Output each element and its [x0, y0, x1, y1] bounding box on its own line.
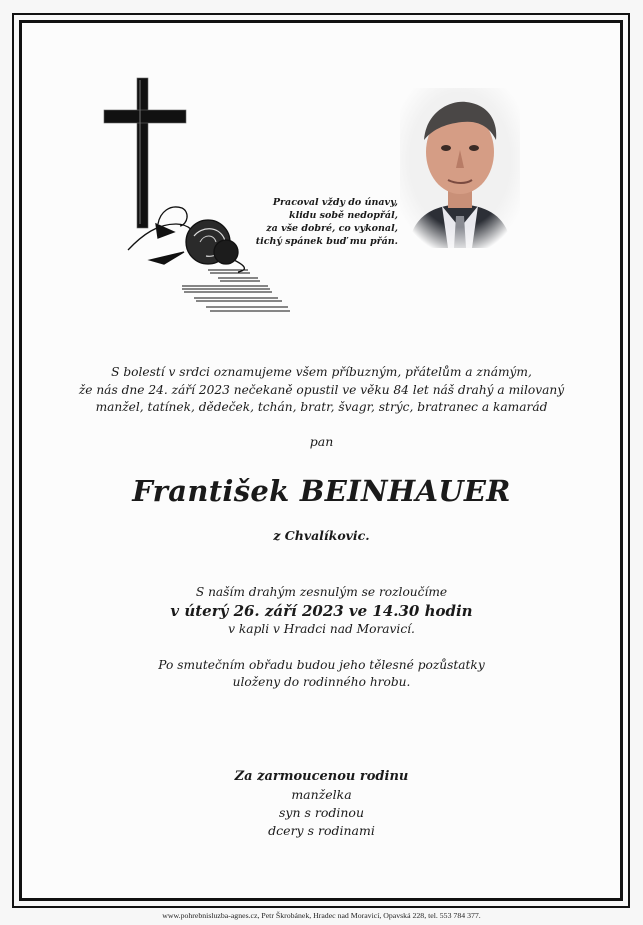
funeral-service-footer: www.pohrebnisluzba-agnes.cz, Petr Škrobánek, Hradec nad Moravicí, Opavská 228, tel. 553 784 377. — [162, 911, 481, 920]
family-member: manželka — [291, 787, 352, 802]
family-member: syn s rodinou — [278, 805, 365, 820]
deceased-name: František BEINHAUER — [132, 474, 511, 508]
death-announcement — [40, 364, 603, 417]
deceased-origin: z Chvalíkovic. — [273, 528, 370, 543]
verse-line: Pracoval vždy do únavy, — [272, 197, 398, 208]
family-lead: Za zarmoucenou rodinu — [234, 769, 409, 784]
mourning-family — [40, 768, 603, 840]
farewell-datetime: v úterý 26. září 2023 ve 14.30 hodin — [170, 602, 473, 620]
family-member: dcery s rodinami — [268, 823, 375, 838]
cross-icon — [104, 78, 186, 228]
memorial-verse — [250, 196, 398, 248]
announcement-line: S bolestí v srdci oznamujeme všem příbuzným, přátelům a známým, — [111, 365, 532, 379]
portrait-photo — [400, 88, 520, 248]
verse-line: tichý spánek buď mu přán. — [255, 236, 398, 247]
honorific: pan — [309, 434, 334, 449]
farewell-details — [40, 584, 603, 638]
verse-line: klidu sobě nedopřál, — [289, 210, 398, 221]
farewell-place: v kapli v Hradci nad Moravicí. — [228, 622, 415, 636]
verse-line: za vše dobré, co vykonal, — [266, 223, 398, 234]
burial-line: uloženy do rodinného hrobu. — [232, 675, 411, 689]
announcement-line: že nás dne 24. září 2023 nečekaně opustil ve věku 84 let náš drahý a milovaný — [78, 382, 565, 397]
burial-note — [40, 657, 603, 691]
burial-line: Po smutečním obřadu budou jeho tělesné pozůstatky — [158, 658, 485, 672]
farewell-intro: S naším drahým zesnulým se rozloučíme — [195, 585, 448, 599]
announcement-line: manžel, tatínek, dědeček, tchán, bratr, švagr, strýc, bratranec a kamarád — [95, 400, 548, 414]
steps-icon — [182, 270, 290, 311]
